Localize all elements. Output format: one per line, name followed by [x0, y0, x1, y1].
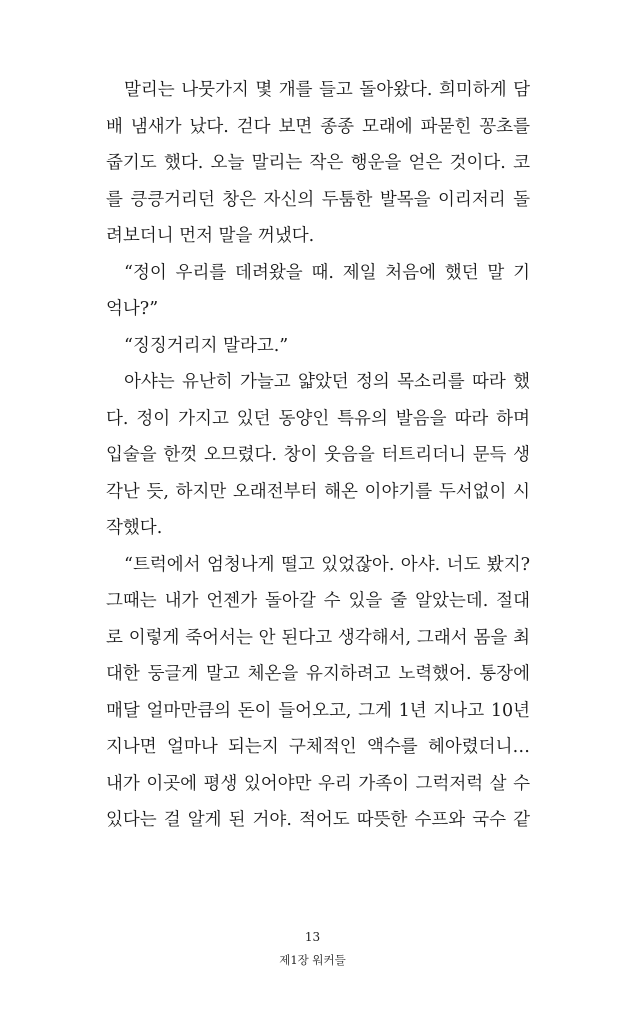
body-text [106, 72, 530, 839]
text-line: 줍기도 했다. 오늘 말리는 작은 행운을 얻은 것이다. 코 [106, 153, 530, 173]
text-line: 로 이렇게 죽어서는 안 된다고 생각해서, 그래서 몸을 최 [106, 627, 530, 648]
text-line: “정이 우리를 데려왔을 때. 제일 처음에 했던 말 기 [124, 262, 530, 283]
text-line: 려보더니 먼저 말을 꺼냈다. [106, 226, 315, 246]
running-footer-chapter: 제1장 워커들 [279, 953, 346, 967]
text-line: 배 냄새가 났다. 걷다 보면 종종 모래에 파묻힌 꽁초를 [106, 116, 530, 137]
text-line: 그때는 내가 언젠가 돌아갈 수 있을 줄 알았는데. 절대 [106, 591, 530, 611]
text-line: 각난 듯, 하지만 오래전부터 해온 이야기를 두서없이 시 [106, 481, 530, 502]
text-line: 있다는 걸 알게 된 거야. 적어도 따뜻한 수프와 국수 같 [106, 810, 530, 830]
text-line: 매달 얼마만큼의 돈이 들어오고, 그게 1년 지나고 10년 [106, 700, 530, 721]
text-line: 내가 이곳에 평생 있어야만 우리 가족이 그럭저럭 살 수 [106, 773, 530, 794]
text-line: 작했다. [106, 518, 163, 538]
text-line: “트럭에서 엄청나게 떨고 있었잖아. 아샤. 너도 봤지? [124, 554, 530, 575]
text-line: “징징거리지 말라고.” [124, 335, 289, 356]
text-line: 아샤는 유난히 가늘고 얇았던 정의 목소리를 따라 했 [124, 372, 530, 392]
text-line: 를 킁킁거리던 창은 자신의 두툼한 발목을 이리저리 돌 [106, 189, 530, 210]
text-line: 다. 정이 가지고 있던 동양인 특유의 발음을 따라 하며 [106, 408, 530, 429]
text-line: 지나면 얼마나 되는지 구체적인 액수를 헤아렸더니… [106, 737, 530, 757]
page-number: 13 [304, 930, 321, 944]
text-line: 말리는 나뭇가지 몇 개를 들고 돌아왔다. 희미하게 담 [124, 80, 530, 100]
text-line: 대한 둥글게 말고 체온을 유지하려고 노력했어. 통장에 [106, 664, 530, 684]
text-line: 억나?” [106, 299, 159, 319]
text-line: 입술을 한껏 오므렸다. 창이 웃음을 터트리더니 문득 생 [106, 445, 530, 465]
